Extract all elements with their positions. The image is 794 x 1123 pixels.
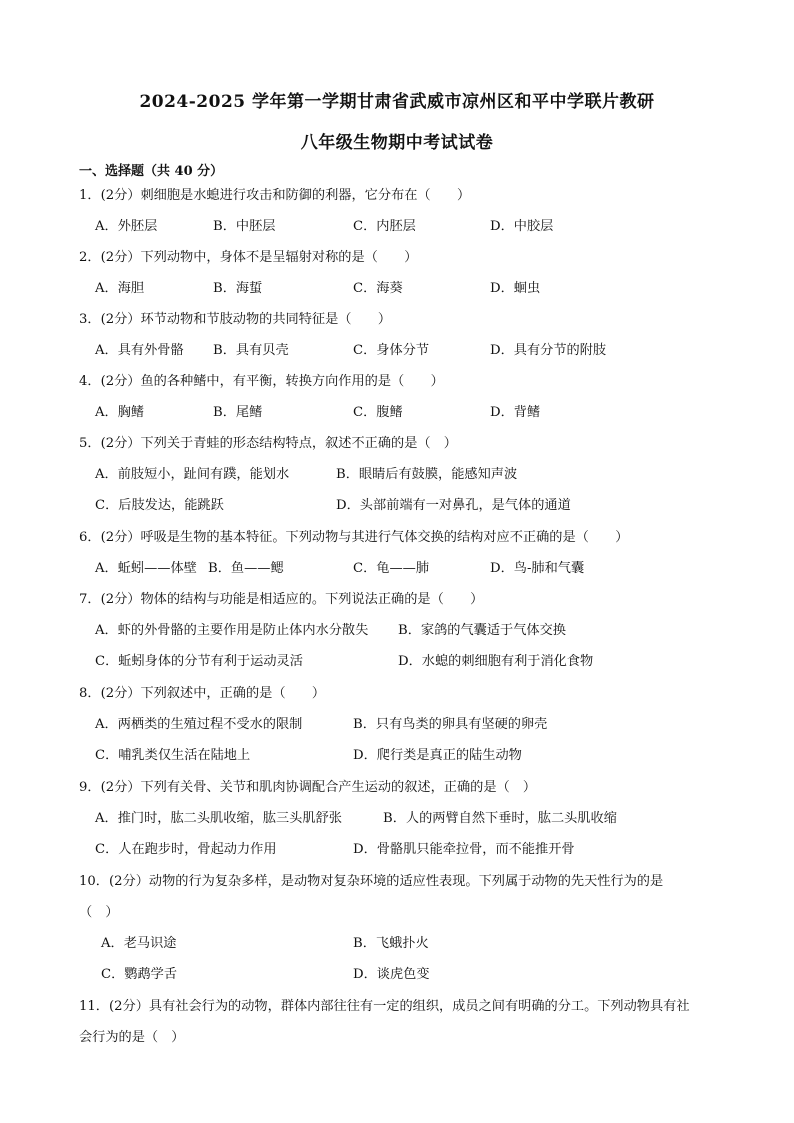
question-7-stem: 7．(2分）物体的结构与功能是相适应的。下列说法正确的是（ ） — [79, 592, 484, 607]
question-10-option-b: B．飞蛾扑火 — [353, 936, 429, 951]
question-9-stem: 9．(2分）下列有关骨、关节和肌肉协调配合产生运动的叙述，正确的是（ ） — [79, 780, 537, 795]
question-5-option-c: C．后肢发达，能跳跃 — [95, 498, 224, 513]
question-10-option-c: C．鹦鹉学舌 — [101, 967, 178, 982]
question-6-option-d: D．鸟-肺和气囊 — [490, 561, 585, 576]
question-3-option-a: A．具有外骨骼 — [95, 343, 184, 358]
section-heading: 一、选择题（共 40 分） — [79, 164, 224, 179]
question-8-option-c: C．哺乳类仅生活在陆地上 — [95, 748, 251, 763]
question-4-option-c: C．腹鳍 — [353, 405, 403, 420]
question-9-option-d: D．骨骼肌只能牵拉骨，而不能推开骨 — [353, 842, 575, 857]
question-3-option-c: C．身体分节 — [353, 343, 430, 358]
question-8-option-d: D．爬行类是真正的陆生动物 — [353, 748, 522, 763]
question-1-stem: 1．(2分）刺细胞是水螅进行攻击和防御的利器，它分布在（ ） — [79, 188, 471, 203]
question-10-stem: 10．(2分）动物的行为复杂多样，是动物对复杂环境的适应性表现。下列属于动物的先天性行为的是 — [79, 874, 664, 889]
question-11-stem: 11．(2分）具有社会行为的动物，群体内部往往有一定的组织，成员之间有明确的分工。下列动物具有社 — [79, 999, 690, 1014]
question-4-option-b: B．尾鳍 — [213, 405, 263, 420]
question-2-option-c: C．海葵 — [353, 281, 403, 296]
question-9-option-b: B．人的两臂自然下垂时，肱二头肌收缩 — [383, 811, 617, 826]
question-1-option-b: B．中胚层 — [213, 219, 276, 234]
question-3-option-b: B．具有贝壳 — [213, 343, 289, 358]
question-3-stem: 3．(2分）环节动物和节肢动物的共同特征是（ ） — [79, 312, 392, 327]
question-1-option-d: D．中胶层 — [490, 219, 554, 234]
question-5-stem: 5．(2分）下列关于青蛙的形态结构特点，叙述不正确的是（ ） — [79, 436, 457, 451]
question-7-option-c: C．蚯蚓身体的分节有利于运动灵活 — [95, 654, 303, 669]
question-10-option-d: D．谈虎色变 — [353, 967, 430, 982]
question-6-option-a: A．蚯蚓——体壁 — [95, 561, 197, 576]
question-7-option-d: D．水螅的刺细胞有利于消化食物 — [398, 654, 594, 669]
question-2-option-a: A．海胆 — [95, 281, 145, 296]
question-8-option-b: B．只有鸟类的卵具有坚硬的卵壳 — [353, 717, 548, 732]
question-11-stem-continued: 会行为的是（ ） — [79, 1030, 185, 1045]
question-10-option-a: A．老马识途 — [101, 936, 177, 951]
question-4-option-a: A．胸鳍 — [95, 405, 145, 420]
question-2-option-d: D．蛔虫 — [490, 281, 541, 296]
exam-title-line2: 八年级生物期中考试试卷 — [300, 133, 494, 153]
question-3-option-d: D．具有分节的附肢 — [490, 343, 607, 358]
question-7-option-b: B．家鸽的气囊适于气体交换 — [398, 623, 566, 638]
question-2-option-b: B．海蜇 — [213, 281, 263, 296]
question-5-option-d: D．头部前端有一对鼻孔，是气体的通道 — [336, 498, 571, 513]
question-1-option-c: C．内胚层 — [353, 219, 416, 234]
question-4-option-d: D．背鳍 — [490, 405, 541, 420]
question-1-option-a: A．外胚层 — [95, 219, 158, 234]
question-5-option-b: B．眼睛后有鼓膜，能感知声波 — [336, 467, 518, 482]
question-2-stem: 2．(2分）下列动物中，身体不是呈辐射对称的是（ ） — [79, 250, 418, 265]
question-7-option-a: A．虾的外骨骼的主要作用是防止体内水分散失 — [95, 623, 369, 638]
question-8-option-a: A．两栖类的生殖过程不受水的限制 — [95, 717, 303, 732]
question-5-option-a: A．前肢短小，趾间有蹼，能划水 — [95, 467, 290, 482]
question-9-option-c: C．人在跑步时，骨起动力作用 — [95, 842, 277, 857]
question-9-option-a: A．推门时，肱二头肌收缩，肱三头肌舒张 — [95, 811, 342, 826]
question-4-stem: 4．(2分）鱼的各种鳍中，有平衡，转换方向作用的是（ ） — [79, 374, 444, 389]
question-6-option-c: C．龟——肺 — [353, 561, 430, 576]
exam-title-line1: 2024-2025 学年第一学期甘肃省武威市凉州区和平中学联片教研 — [139, 92, 655, 112]
question-8-stem: 8．(2分）下列叙述中，正确的是（ ） — [79, 686, 326, 701]
question-10-stem-continued: （ ） — [79, 905, 119, 920]
question-6-option-b: B．鱼——鳃 — [208, 561, 284, 576]
question-6-stem: 6．(2分）呼吸是生物的基本特征。下列动物与其进行气体交换的结构对应不正确的是（ ） — [79, 530, 629, 545]
